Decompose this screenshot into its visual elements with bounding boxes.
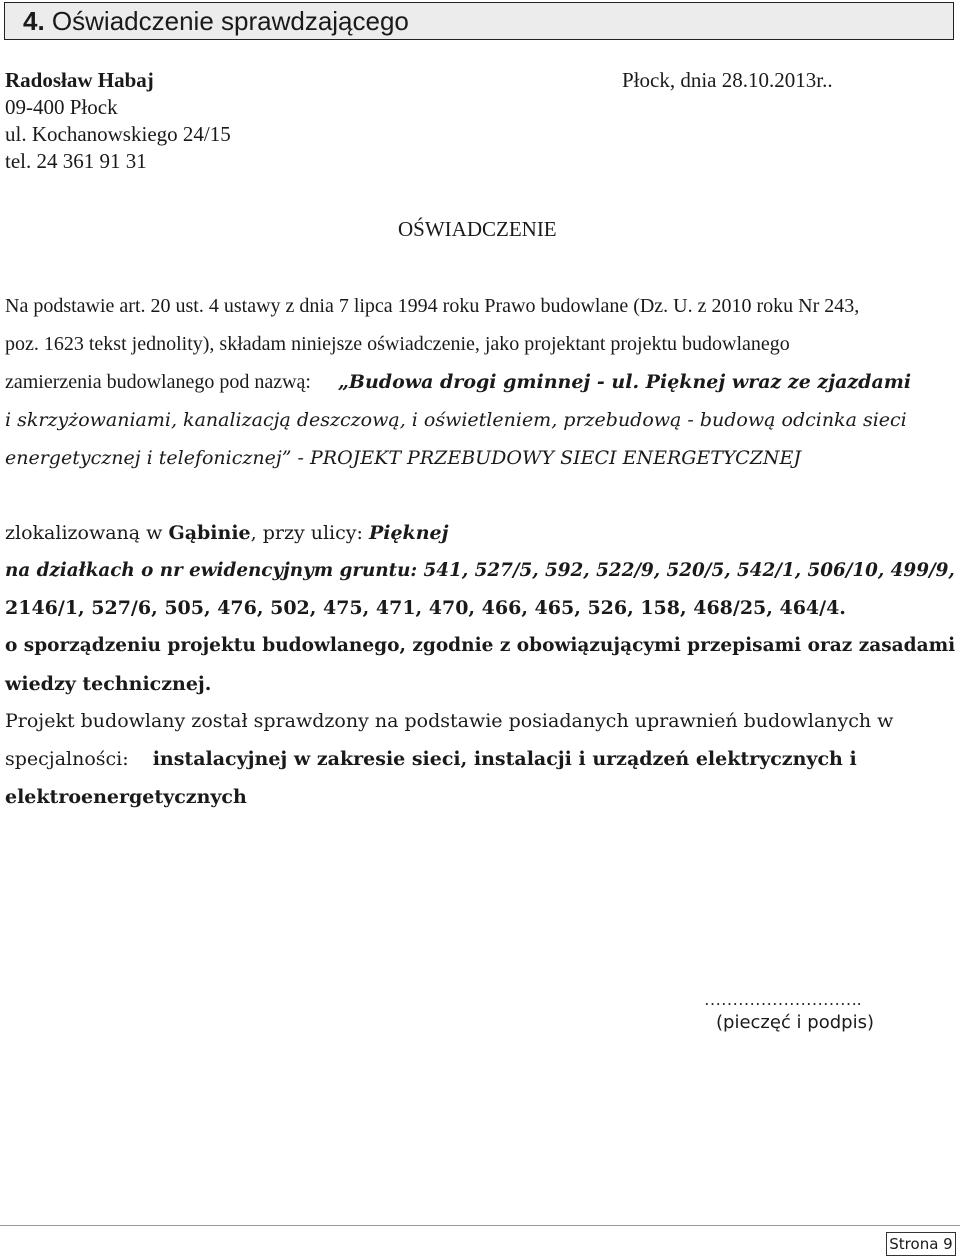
location-street: Pięknej — [368, 522, 449, 544]
location-line — [5, 522, 449, 544]
section-title: Oświadczenie sprawdzającego — [51, 6, 409, 36]
compliance-line2: wiedzy technicznej. — [5, 673, 212, 695]
para1-line2 — [5, 333, 956, 356]
para1-line1: Na podstawie art. 20 ust. 4 ustawy z dnia 7 lipca 1994 roku Prawo budowlane (Dz. U. z 2010 roku Nr 243, — [5, 295, 860, 317]
project-name-start: „Budowa drogi gminnej - ul. Pięknej wraz ze zjazdami — [337, 371, 912, 393]
verified-specialty: instalacyjnej w zakresie sieci, instalacji i urządzeń elektrycznych i — [152, 748, 857, 770]
document-title: OŚWIADCZENIE — [398, 217, 557, 241]
page-number: Strona 9 — [886, 1232, 956, 1256]
parcels-line2: 2146/1, 527/6, 505, 476, 502, 475, 471, 470, 466, 465, 526, 158, 468/25, 464/4. — [5, 597, 846, 619]
author-phone: tel. 24 361 91 31 — [5, 149, 147, 173]
verified-line3: elektroenergetycznych — [5, 786, 247, 808]
para1-line3-plain: zamierzenia budowlanego pod nazwą: — [5, 371, 311, 393]
author-name: Radosław Habaj — [5, 68, 154, 92]
location-prefix: zlokalizowaną w — [5, 522, 169, 544]
signature-dots: ………………………. — [704, 990, 862, 1009]
verified-line1: Projekt budowlany został sprawdzony na podstawie posiadanych uprawnień budowlanych w — [5, 710, 894, 732]
place-date: Płock, dnia 28.10.2013r.. — [622, 68, 833, 92]
section-header — [4, 2, 954, 40]
verified-specialty-label: specjalności: — [5, 748, 129, 770]
section-number: 4. — [23, 6, 45, 36]
location-town: Gąbinie — [168, 522, 251, 544]
parcels-line1: na działkach o nr ewidencyjnym gruntu: 541, 527/5, 592, 522/9, 520/5, 542/1, 506/10, 499/9, — [5, 560, 955, 581]
para1-line4: i skrzyżowaniami, kanalizacją deszczową, i oświetleniem, przebudową - budową odcinka sieci — [5, 409, 907, 431]
author-postal: 09-400 Płock — [5, 95, 118, 119]
verified-line2 — [5, 748, 857, 770]
author-street: ul. Kochanowskiego 24/15 — [5, 122, 231, 146]
para1-line2-text: poz. 1623 tekst jednolity), składam niniejsze oświadczenie, jako projektant projektu budowlanego — [5, 333, 790, 355]
para1-line5: energetycznej i telefonicznej” - PROJEKT PRZEBUDOWY SIECI ENERGETYCZNEJ — [5, 447, 802, 469]
footer-rule — [0, 1225, 960, 1226]
signature-label: (pieczęć i podpis) — [716, 1012, 874, 1033]
location-mid: , przy ulicy: — [250, 522, 369, 544]
compliance-line1: o sporządzeniu projektu budowlanego, zgodnie z obowiązującymi przepisami oraz zasadami — [5, 635, 956, 656]
para1-line3 — [5, 371, 911, 394]
